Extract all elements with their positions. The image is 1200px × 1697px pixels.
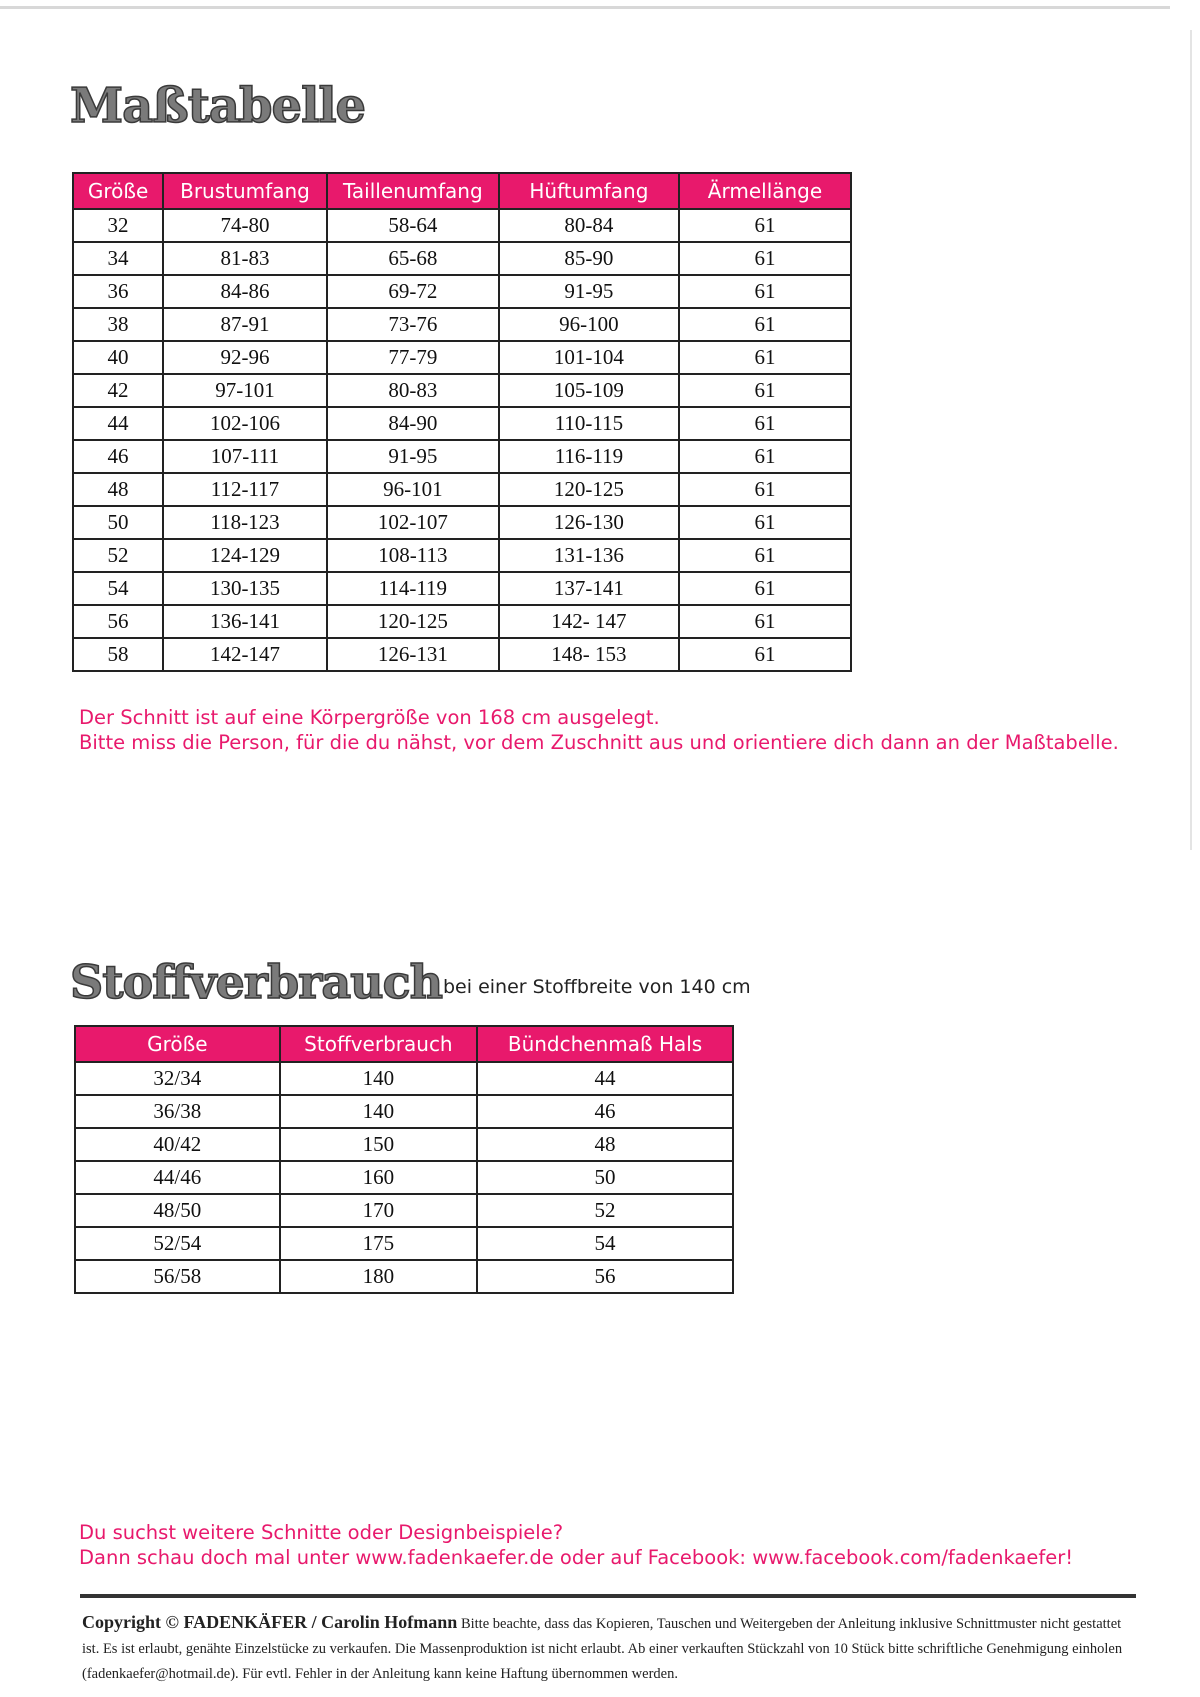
table-cell: 74-80 (163, 209, 327, 242)
table-row (73, 209, 851, 242)
table-cell: 126-131 (327, 638, 499, 671)
copyright-block (82, 1610, 1142, 1687)
table-cell: 101-104 (499, 341, 679, 374)
header-fabric-size: Größe (75, 1026, 280, 1062)
table-cell: 54 (477, 1227, 733, 1260)
table-row (73, 242, 851, 275)
table-cell: 40 (73, 341, 163, 374)
table-cell: 61 (679, 473, 851, 506)
table-cell: 175 (280, 1227, 477, 1260)
table-row (75, 1194, 733, 1227)
table-cell: 56 (477, 1260, 733, 1293)
table-cell: 48 (73, 473, 163, 506)
table-row (73, 440, 851, 473)
header-fabric-usage: Stoffverbrauch (280, 1026, 477, 1062)
table-cell: 52 (477, 1194, 733, 1227)
table-row (75, 1260, 733, 1293)
table-cell: 126-130 (499, 506, 679, 539)
table-cell: 42 (73, 374, 163, 407)
table-cell: 54 (73, 572, 163, 605)
table-cell: 61 (679, 539, 851, 572)
table-cell: 120-125 (499, 473, 679, 506)
fabric-chart-subtitle: bei einer Stoffbreite von 140 cm (443, 976, 751, 998)
table-cell: 44 (477, 1062, 733, 1095)
table-row (73, 374, 851, 407)
table-cell: 120-125 (327, 605, 499, 638)
header-sleeve: Ärmellänge (679, 173, 851, 209)
fabric-chart-title: Stoffverbrauch (70, 955, 443, 1009)
table-cell: 61 (679, 440, 851, 473)
promo-line1: Du suchst weitere Schnitte oder Designbeispiele? (79, 1521, 564, 1544)
table-cell: 36 (73, 275, 163, 308)
table-cell: 140 (280, 1095, 477, 1128)
header-neck-band: Bündchenmaß Hals (477, 1026, 733, 1062)
table-cell: 77-79 (327, 341, 499, 374)
table-cell: 102-106 (163, 407, 327, 440)
top-scan-line (0, 6, 1170, 9)
table-cell: 84-86 (163, 275, 327, 308)
table-cell: 131-136 (499, 539, 679, 572)
table-cell: 32 (73, 209, 163, 242)
table-cell: 160 (280, 1161, 477, 1194)
header-size: Größe (73, 173, 163, 209)
header-bust: Brustumfang (163, 173, 327, 209)
header-waist: Taillenumfang (327, 173, 499, 209)
table-cell: 69-72 (327, 275, 499, 308)
table-row (75, 1161, 733, 1194)
table-cell: 114-119 (327, 572, 499, 605)
table-cell: 87-91 (163, 308, 327, 341)
table-row (73, 308, 851, 341)
table-cell: 44 (73, 407, 163, 440)
table-cell: 137-141 (499, 572, 679, 605)
table-cell: 142- 147 (499, 605, 679, 638)
table-cell: 61 (679, 341, 851, 374)
table-row (73, 638, 851, 671)
table-cell: 105-109 (499, 374, 679, 407)
table-cell: 61 (679, 374, 851, 407)
table-cell: 80-83 (327, 374, 499, 407)
footer-divider (80, 1594, 1136, 1598)
table-cell: 116-119 (499, 440, 679, 473)
table-cell: 84-90 (327, 407, 499, 440)
table-cell: 38 (73, 308, 163, 341)
table-cell: 61 (679, 242, 851, 275)
table-cell: 50 (477, 1161, 733, 1194)
table-cell: 50 (73, 506, 163, 539)
table-cell: 36/38 (75, 1095, 280, 1128)
table-row (73, 341, 851, 374)
table-row (73, 506, 851, 539)
table-cell: 46 (477, 1095, 733, 1128)
table-cell: 61 (679, 572, 851, 605)
table-cell: 48 (477, 1128, 733, 1161)
table-cell: 34 (73, 242, 163, 275)
table-cell: 61 (679, 506, 851, 539)
right-scan-line (1190, 30, 1192, 850)
table-row (73, 572, 851, 605)
promo-note (79, 1520, 1073, 1570)
table-cell: 46 (73, 440, 163, 473)
table-cell: 56/58 (75, 1260, 280, 1293)
table-cell: 91-95 (327, 440, 499, 473)
header-hip: Hüftumfang (499, 173, 679, 209)
table-row (73, 473, 851, 506)
table-row (75, 1227, 733, 1260)
table-cell: 136-141 (163, 605, 327, 638)
size-note-line1: Der Schnitt ist auf eine Körpergröße von 168 cm ausgelegt. (79, 706, 660, 729)
table-cell: 48/50 (75, 1194, 280, 1227)
table-cell: 52 (73, 539, 163, 572)
table-cell: 142-147 (163, 638, 327, 671)
table-row (73, 605, 851, 638)
table-row (75, 1062, 733, 1095)
size-chart-title: Maßtabelle (70, 78, 366, 134)
fabric-chart-header-row (75, 1026, 733, 1062)
table-cell: 40/42 (75, 1128, 280, 1161)
size-note-line2: Bitte miss die Person, für die du nähst, vor dem Zuschnitt aus und orientiere dich dann an der Maßtabelle. (79, 731, 1119, 754)
table-cell: 32/34 (75, 1062, 280, 1095)
size-chart-table (72, 172, 852, 672)
table-cell: 65-68 (327, 242, 499, 275)
table-cell: 80-84 (499, 209, 679, 242)
table-cell: 130-135 (163, 572, 327, 605)
table-cell: 73-76 (327, 308, 499, 341)
table-cell: 61 (679, 209, 851, 242)
table-cell: 110-115 (499, 407, 679, 440)
table-cell: 56 (73, 605, 163, 638)
table-cell: 150 (280, 1128, 477, 1161)
table-cell: 148- 153 (499, 638, 679, 671)
copyright-owner: Copyright © FADENKÄFER / Carolin Hofmann (82, 1612, 458, 1632)
table-cell: 85-90 (499, 242, 679, 275)
table-cell: 58-64 (327, 209, 499, 242)
promo-line2: Dann schau doch mal unter www.fadenkaefer.de oder auf Facebook: www.facebook.com/fadenkaefer! (79, 1546, 1074, 1569)
table-cell: 118-123 (163, 506, 327, 539)
table-cell: 81-83 (163, 242, 327, 275)
size-chart-header-row (73, 173, 851, 209)
table-cell: 61 (679, 407, 851, 440)
table-cell: 96-100 (499, 308, 679, 341)
table-row (75, 1095, 733, 1128)
table-cell: 170 (280, 1194, 477, 1227)
table-cell: 52/54 (75, 1227, 280, 1260)
table-cell: 58 (73, 638, 163, 671)
table-cell: 108-113 (327, 539, 499, 572)
table-row (73, 539, 851, 572)
table-cell: 44/46 (75, 1161, 280, 1194)
table-cell: 97-101 (163, 374, 327, 407)
table-cell: 124-129 (163, 539, 327, 572)
table-cell: 61 (679, 605, 851, 638)
table-cell: 140 (280, 1062, 477, 1095)
table-cell: 61 (679, 638, 851, 671)
table-cell: 112-117 (163, 473, 327, 506)
table-cell: 61 (679, 275, 851, 308)
table-row (73, 407, 851, 440)
table-cell: 91-95 (499, 275, 679, 308)
table-row (73, 275, 851, 308)
table-row (75, 1128, 733, 1161)
copyright-text: Bitte beachte, dass das Kopieren, Tauschen und Weitergeben der Anleitung inklusive Schnittmuster nicht gestattet ist. Es ist erlaubt, genähte Einzelstücke zu verkaufen. Die Massenproduktion ist nicht erlaubt. Ab einer verkauften Stückzahl von 10 Stück bitte schriftliche Genehmigung einholen (fadenkaefer@hotmail.de). Für evtl. Fehler in der Anleitung kann keine Haftung übernommen werden. (82, 1616, 1123, 1682)
fabric-chart-table (74, 1025, 734, 1294)
table-cell: 107-111 (163, 440, 327, 473)
table-cell: 180 (280, 1260, 477, 1293)
table-cell: 96-101 (327, 473, 499, 506)
table-cell: 61 (679, 308, 851, 341)
table-cell: 92-96 (163, 341, 327, 374)
table-cell: 102-107 (327, 506, 499, 539)
size-note (79, 705, 1119, 755)
